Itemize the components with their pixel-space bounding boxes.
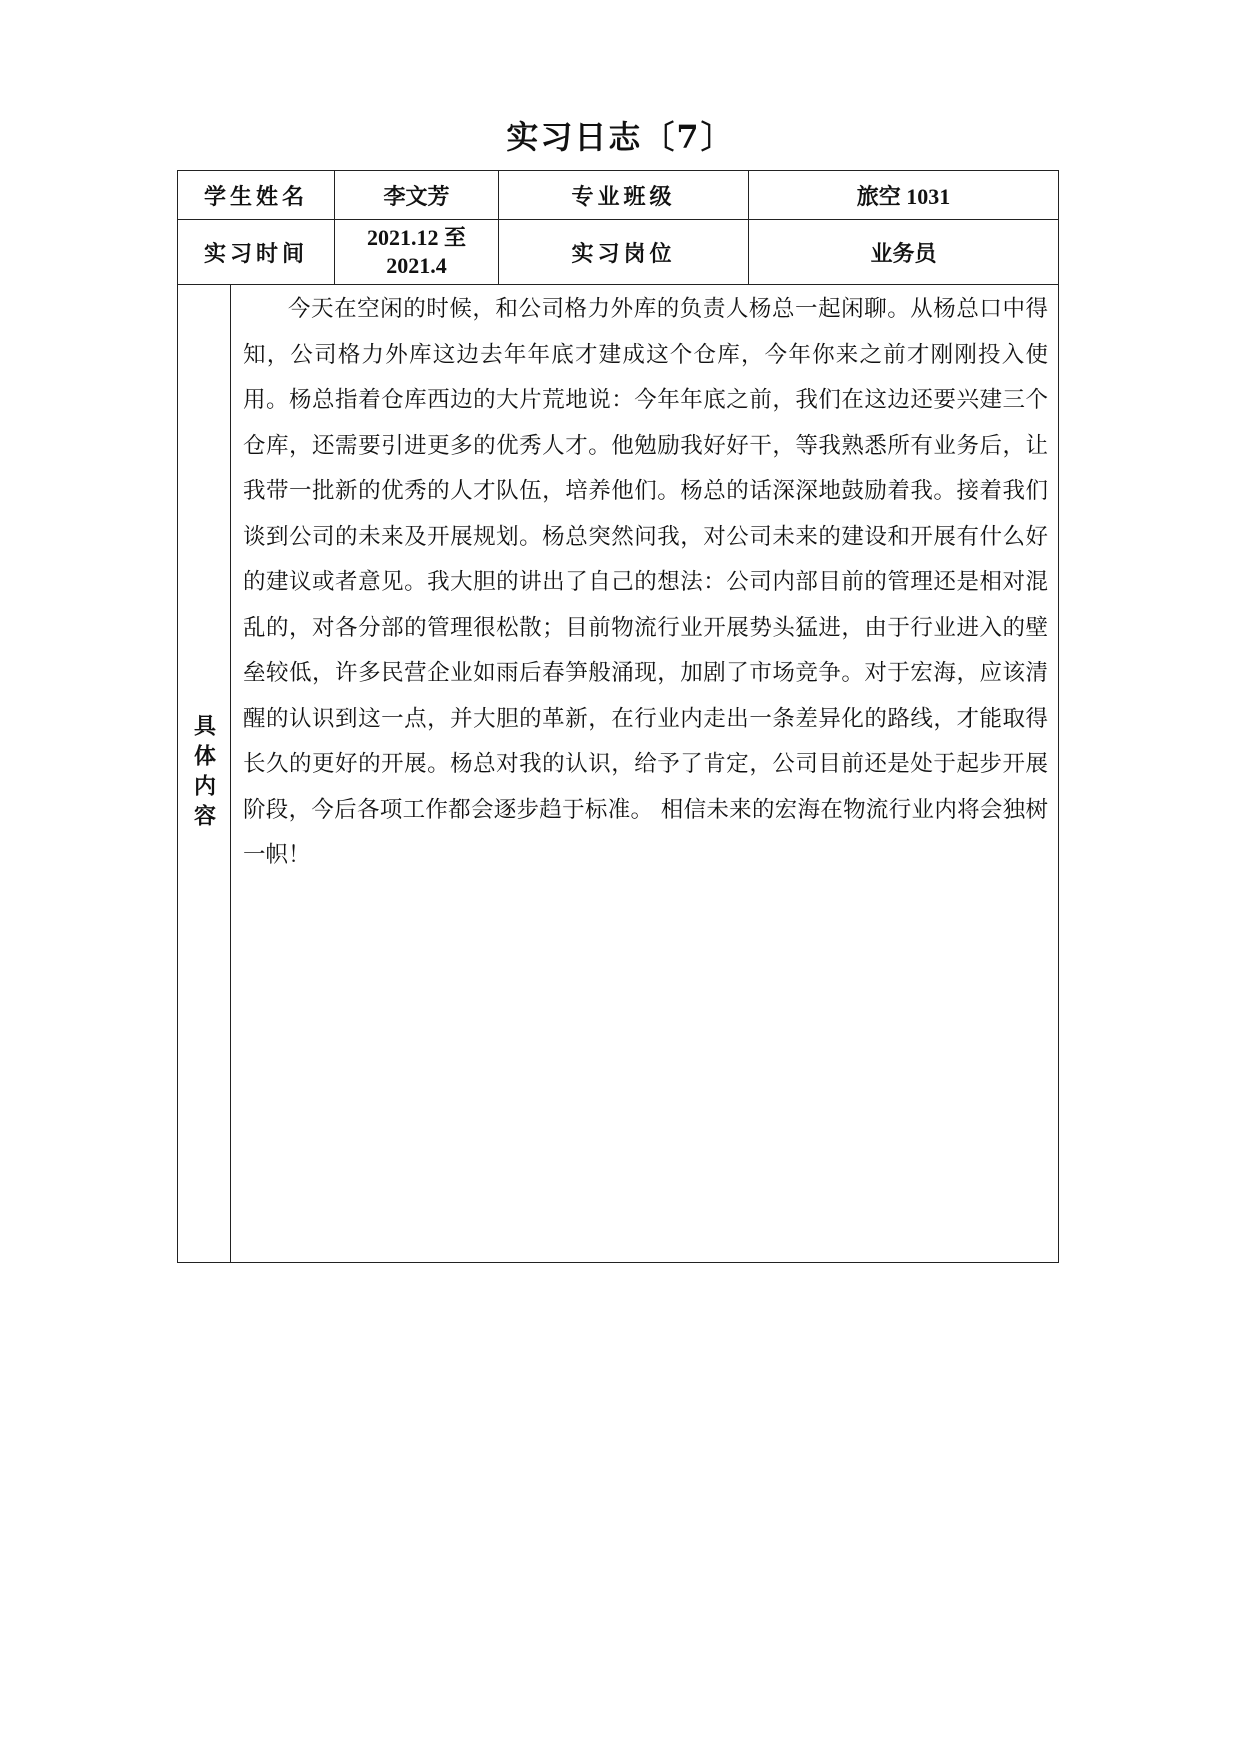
content-label-cell: [178, 285, 231, 1262]
page-title: 实习日志〔7〕: [506, 118, 735, 156]
content-cell: [178, 285, 1059, 1263]
content-label: 具体内容: [190, 713, 217, 834]
table-row: [178, 285, 1059, 1263]
class-label: 专业班级: [499, 171, 749, 220]
table-row: [178, 171, 1059, 220]
post-label: 实习岗位: [499, 220, 749, 285]
time-label: 实习时间: [178, 220, 335, 285]
name-value: 李文芳: [335, 171, 499, 220]
internship-log-table: [177, 170, 1059, 1263]
log-body-text: 今天在空闲的时候，和公司格力外库的负责人杨总一起闲聊。从杨总口中得知，公司格力外库这边去年年底才建成这个仓库，今年你来之前才刚刚投入使用。杨总指着仓库西边的大片荒地说：今年年底之前，我们在这边还要兴建三个仓库，还需要引进更多的优秀人才。他勉励我好好干，等我熟悉所有业务后，让我带一批新的优秀的人才队伍，培养他们。杨总的话深深地鼓励着我。接着我们谈到公司的未来及开展规划。杨总突然问我，对公司未来的建设和开展有什么好的建议或者意见。我大胆的讲出了自己的想法：公司内部目前的管理还是相对混乱的，对各分部的管理很松散；目前物流行业开展势头猛进，由于行业进入的壁垒较低，许多民营企业如雨后春笋般涌现，加剧了市场竞争。对于宏海，应该清醒的认识到这一点，并大胆的革新，在行业内走出一条差异化的路线，才能取得长久的更好的开展。杨总对我的认识，给予了肯定，公司目前还是处于起步开展阶段，今后各项工作都会逐步趋于标准。 相信未来的宏海在物流行业内将会独树一帜！: [243, 296, 1048, 868]
time-value-end: 2021.4: [386, 253, 447, 278]
table-row: [178, 220, 1059, 285]
class-value: 旅空 1031: [749, 171, 1059, 220]
time-value: [335, 220, 499, 285]
time-value-start: 2021.12 至: [366, 225, 466, 250]
name-label: 学生姓名: [178, 171, 335, 220]
post-value: 业务员: [749, 220, 1059, 285]
